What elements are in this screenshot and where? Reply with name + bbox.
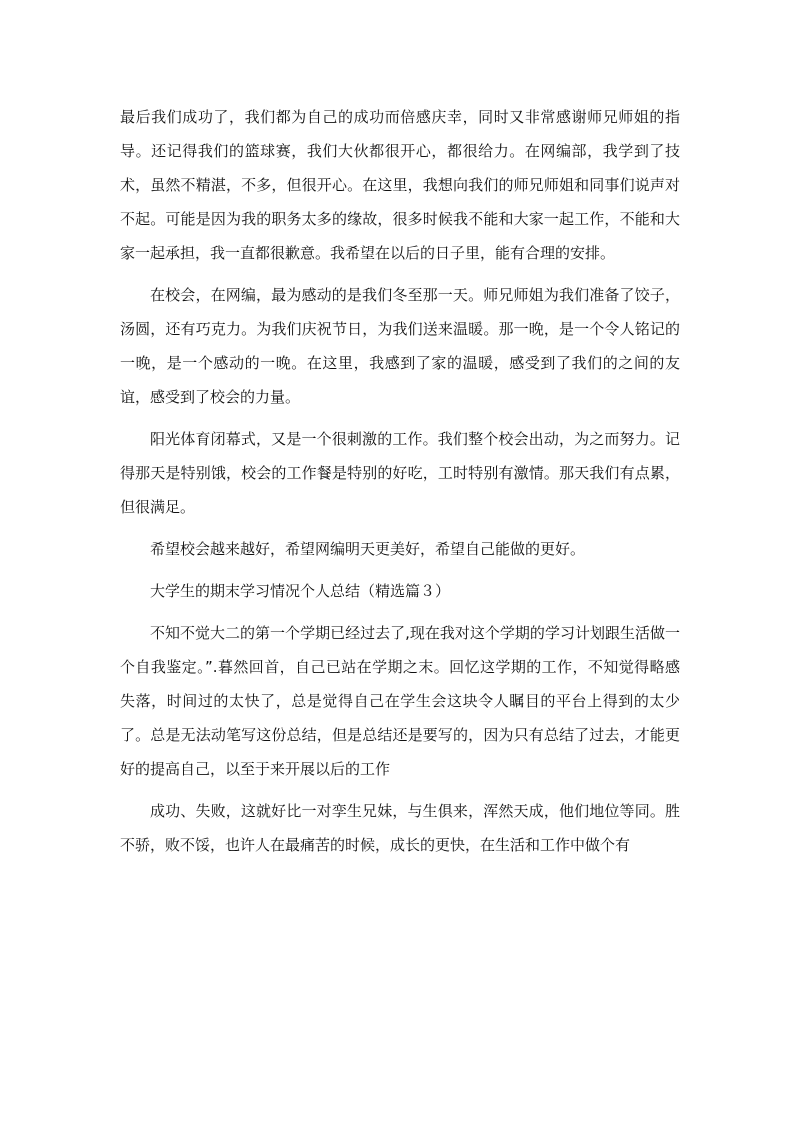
paragraph-3: 阳光体育闭幕式，又是一个很刺激的工作。我们整个校会出动，为之而努力。记得那天是特别饿，校会的工作餐是特别的好吃，工时特别有激情。那天我们有点累，但很满足。	[120, 430, 680, 516]
section-heading: 大学生的期末学习情况个人总结（精选篇３）	[150, 582, 451, 600]
document-body	[120, 100, 680, 870]
paragraph-1: 最后我们成功了，我们都为自己的成功而倍感庆幸，同时又非常感谢师兄师姐的指导。还记得我们的篮球赛，我们大伙都很开心，都很给力。在网编部，我学到了技术，虽然不精湛，不多，但很开心。在这里，我想向我们的师兄师姐和同事们说声对不起。可能是因为我的职务太多的缘故，很多时候我不能和大家一起工作，不能和大家一起承担，我一直都很歉意。我希望在以后的日子里，能有合理的安排。	[120, 108, 680, 262]
paragraph-5: 不知不觉大二的第一个学期已经过去了,现在我对这个学期的学习计划跟生活做一个自我鉴定。”.暮然回首，自己已站在学期之末。回忆这学期的工作，不知觉得略感失落，时间过的太快了，总是觉得自己在学生会这块令人瞩目的平台上得到的太少了。总是无法动笔写这份总结，但是总结还是要写的，因为只有总结了过去，才能更好的提高自己，以至于来开展以后的工作	[120, 624, 680, 778]
paragraph-4: 希望校会越来越好，希望网编明天更美好，希望自己能做的更好。	[150, 540, 586, 558]
paragraph-2: 在校会，在网编，最为感动的是我们冬至那一天。师兄师姐为我们准备了饺子，汤圆，还有巧克力。为我们庆祝节日，为我们送来温暖。那一晚，是一个令人铭记的一晚，是一个感动的一晚。在这里，我感到了家的温暖，感受到了我们的之间的友谊，感受到了校会的力量。	[120, 286, 680, 406]
paragraph-6: 成功、失败，这就好比一对孪生兄妹，与生俱来，浑然天成，他们地位等同。胜不骄，败不馁，也许人在最痛苦的时候，成长的更快，在生活和工作中做个有	[120, 802, 680, 854]
